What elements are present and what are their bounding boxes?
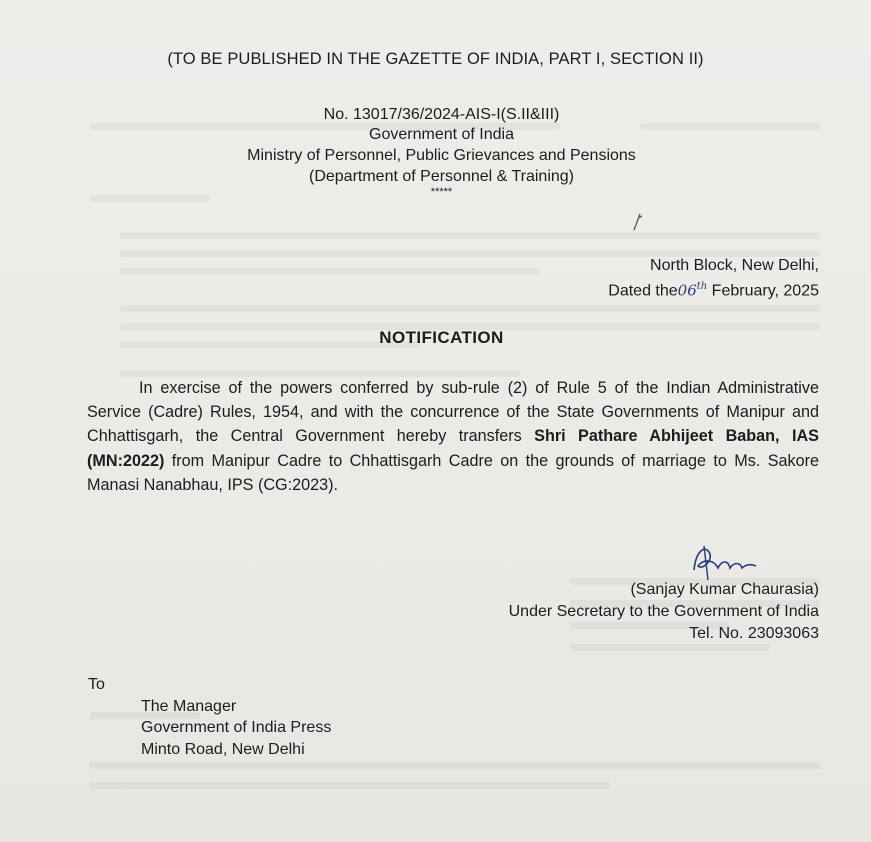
bleed-through-line: [570, 644, 770, 651]
separator-stars: *****: [430, 186, 453, 198]
gazette-header: (TO BE PUBLISHED IN THE GAZETTE OF INDIA, PART I, SECTION II): [167, 50, 704, 68]
recipient-line-1: The Manager: [141, 698, 237, 715]
bleed-through-line: [120, 232, 820, 239]
reference-number: No. 13017/36/2024-AIS-I(S.II&III): [323, 106, 560, 123]
notification-body: [87, 376, 819, 497]
officer-name: Shri Pathare Abhijeet Baban, IAS (MN:2022): [87, 427, 819, 470]
bleed-through-line: [90, 762, 820, 769]
place: North Block, New Delhi,: [650, 257, 819, 274]
date-line: [608, 277, 819, 301]
bleed-through-line: [120, 268, 540, 275]
body-text-part2: from Manipur Cadre to Chhattisgarh Cadre on the grounds of marriage to Ms. Sakore Manasi Nanabhau, IPS (CG:2023).: [87, 451, 819, 494]
to-label: To: [88, 676, 105, 693]
signatory-designation: Under Secretary to the Government of India: [508, 603, 819, 620]
pen-mark: [630, 212, 644, 234]
ministry-name: Ministry of Personnel, Public Grievances and Pensions: [247, 147, 636, 164]
signatory-name: (Sanjay Kumar Chaurasia): [630, 581, 819, 598]
government-name: Government of India: [369, 126, 514, 143]
body-text-part1: In exercise of the powers conferred by sub-rule (2) of Rule 5 of the Indian Administrative Service (Cadre) Rules, 1954, and with the concurrence of the State Governments of Manipur and Chhattisgarh, the Central Government hereby transfers: [87, 379, 819, 446]
date-day-handwritten: 06: [677, 281, 697, 300]
signatory-phone: Tel. No. 23093063: [689, 625, 819, 642]
recipient-line-2: Government of India Press: [141, 719, 332, 736]
bleed-through-line: [120, 305, 820, 312]
notification-title: NOTIFICATION: [379, 328, 504, 347]
date-day-suffix: th: [696, 281, 708, 292]
date-prefix: Dated the: [608, 282, 678, 300]
department-name: (Department of Personnel & Training): [308, 168, 574, 185]
date-rest: February, 2025: [711, 282, 819, 300]
bleed-through-line: [90, 782, 610, 789]
recipient-line-3: Minto Road, New Delhi: [141, 741, 305, 758]
